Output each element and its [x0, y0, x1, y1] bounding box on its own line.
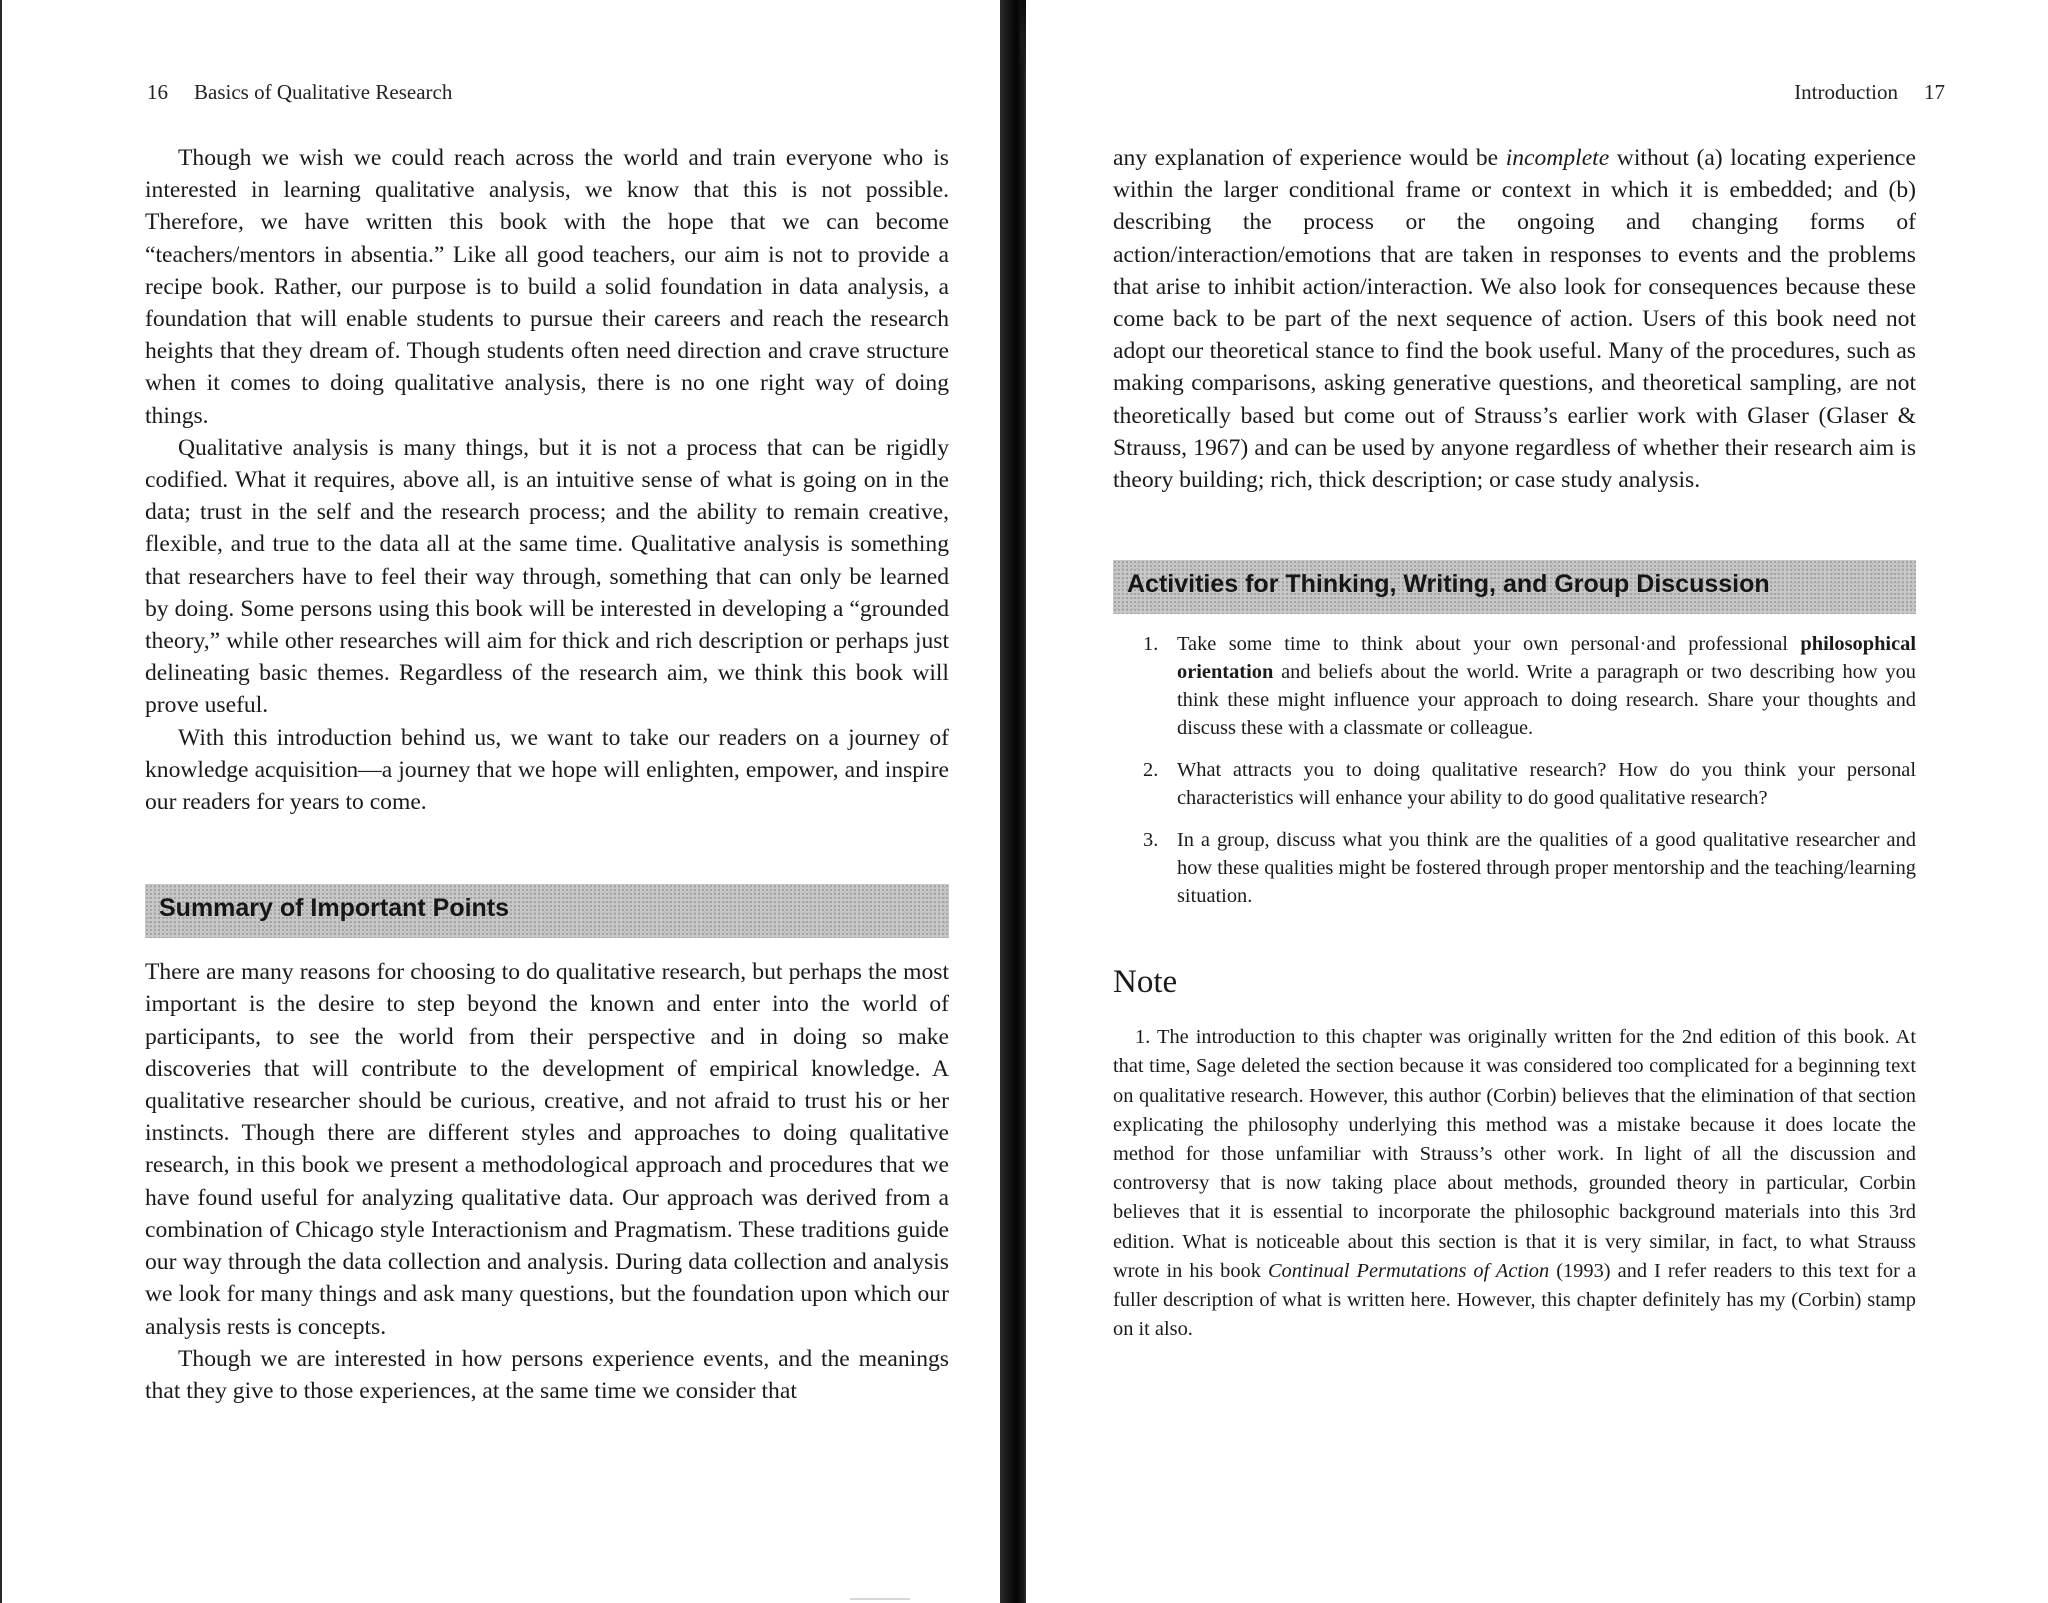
- summary-heading: Summary of Important Points: [159, 894, 510, 923]
- continuation-paragraph: [1113, 142, 1916, 496]
- note-book-title: Continual Permutations of Action: [1267, 1259, 1550, 1282]
- continuation-text-end: without (a) locating experience within the larger conditional frame or context in which it is embedded; and (b) describing the process or the ongoing and changing forms of action/interaction/emotions that are taken in responses to events and the problems that arise to inhibit action/interaction. We also look for consequences because these come back to be part of the next sequence of action. Users of this book need not adopt our theoretical stance to find the book useful. Many of the procedures, such as making comparisons, asking generative questions, and theoretical sampling, are not theoretically based but come out of Strauss’s earlier work with Glaser (Glaser & Strauss, 1967) and can be used by anyone regardless of whether their research aim is theory building; rich, thick description; or case study analysis.: [1113, 145, 1916, 494]
- summary-paragraph-2: Though we are interested in how persons experience events, and the meanings that they give to those experiences, at the same time we consider that: [145, 1345, 949, 1404]
- activity-bold-term: philosophical orientation: [1177, 633, 1916, 684]
- bottom-rule: [850, 1598, 910, 1600]
- note-heading: Note: [1113, 964, 1178, 1001]
- right-text-column: [1113, 142, 1916, 1344]
- activity-number: 2.: [1143, 759, 1159, 782]
- continuation-text-start: any explanation of experience would be: [1113, 145, 1506, 171]
- intro-paragraph-3: With this introduction behind us, we want to take our readers on a journey of knowledge acquisition—a journey that we hope will enlighten, empower, and inspire our readers for years to come.: [145, 724, 949, 816]
- activity-text: In a group, discuss what you think are the qualities of a good qualitative researcher and how these qualities might be fostered through proper mentorship and the teaching/learning situation.: [1177, 829, 1916, 908]
- note-text-start: 1. The introduction to this chapter was originally written for the 2nd edition of this book. At that time, Sage deleted the section because it was considered too complicated for a beginning text on qualitative research. However, this author (Corbin) believes that the elimination of that section explicating the philosophy underlying this method was a mistake because it does locate the method for those unfamiliar with Strauss’s other work. In light of all the discussion and controversy that is now taking place about methods, grounded theory in particular, Corbin believes that it is essential to incorporate the philosophic background materials into this 3rd edition. What is noticeable about this section is that it is very similar, in fact, to what Strauss wrote in his book: [1113, 1026, 1916, 1282]
- summary-paragraph-1: There are many reasons for choosing to do qualitative research, but perhaps the most important is the desire to step beyond the known and enter into the world of participants, to see the world from their perspective and in doing so make discoveries that will contribute to the development of empirical knowledge. A qualitative researcher should be curious, creative, and not afraid to trust his or her instincts. Though there are different styles and approaches to doing qualitative research, in this book we present a methodological approach and procedures that we have found useful for analyzing qualitative data. Our approach was derived from a combination of Chicago style Interactionism and Pragmatism. These traditions guide our way through the data collection and analysis. During data collection and analysis we look for many things and ask many questions, but the foundation upon which our analysis rests is concepts.: [145, 959, 949, 1340]
- activity-text: What attracts you to doing qualitative research? How do you think your personal characteristics will enhance your ability to do good qualitative research?: [1177, 759, 1916, 810]
- intro-paragraph-1: Though we wish we could reach across the world and train everyone who is interested in learning qualitative analysis, we know that this is not possible. Therefore, we have written this book with the hope that we can become “teachers/mentors in absentia.” Like all good teachers, our aim is not to provide a recipe book. Rather, our purpose is to build a solid foundation in data analysis, a foundation that will enable students to pursue their careers and reach the research heights that they dream of. Though students often need direction and crave structure when it comes to doing qualitative analysis, there is no one right way of doing things.: [145, 145, 949, 429]
- activities-heading-bar: [1113, 560, 1916, 614]
- left-running-head: [147, 80, 452, 105]
- right-running-title: Introduction: [1794, 80, 1898, 104]
- activity-item: [1113, 756, 1916, 812]
- note-paragraph: [1113, 1023, 1916, 1344]
- activity-item: [1113, 630, 1916, 742]
- activity-item: [1113, 826, 1916, 910]
- left-running-title: Basics of Qualitative Research: [194, 80, 453, 104]
- right-page-number: 17: [1924, 80, 1945, 104]
- summary-heading-bar: [145, 884, 949, 938]
- activity-number: 1.: [1143, 633, 1159, 656]
- activity-text: Take some time to think about your own personal·and professional: [1177, 633, 1801, 656]
- right-running-head: [1794, 80, 1945, 105]
- continuation-emphasis: incomplete: [1505, 145, 1610, 171]
- left-text-column: [145, 142, 949, 1407]
- note-text-end: (1993) and I refer readers to this text for a fuller description of what is written here. However, this chapter definitely has my (Corbin) stamp on it also.: [1113, 1259, 1916, 1341]
- activity-text-end: and beliefs about the world. Write a paragraph or two describing how you think these might influence your approach to doing research. Share your thoughts and discuss these with a classmate or colleague.: [1177, 661, 1916, 740]
- intro-paragraph-2: Qualitative analysis is many things, but it is not a process that can be rigidly codified. What it requires, above all, is an intuitive sense of what is going on in the data; trust in the self and the research process; and the ability to remain creative, flexible, and true to the data all at the same time. Qualitative analysis is something that researchers have to feel their way through, something that can only be learned by doing. Some persons using this book will be interested in developing a “grounded theory,” while other researches will aim for thick and rich description or perhaps just delineating basic themes. Regardless of the research aim, we think this book will prove useful.: [145, 434, 949, 719]
- left-page-number: 16: [147, 80, 168, 104]
- activity-number: 3.: [1143, 829, 1159, 852]
- activities-list: [1113, 630, 1916, 910]
- left-page: [0, 0, 1006, 1603]
- activities-heading: Activities for Thinking, Writing, and Group Discussion: [1127, 570, 1770, 599]
